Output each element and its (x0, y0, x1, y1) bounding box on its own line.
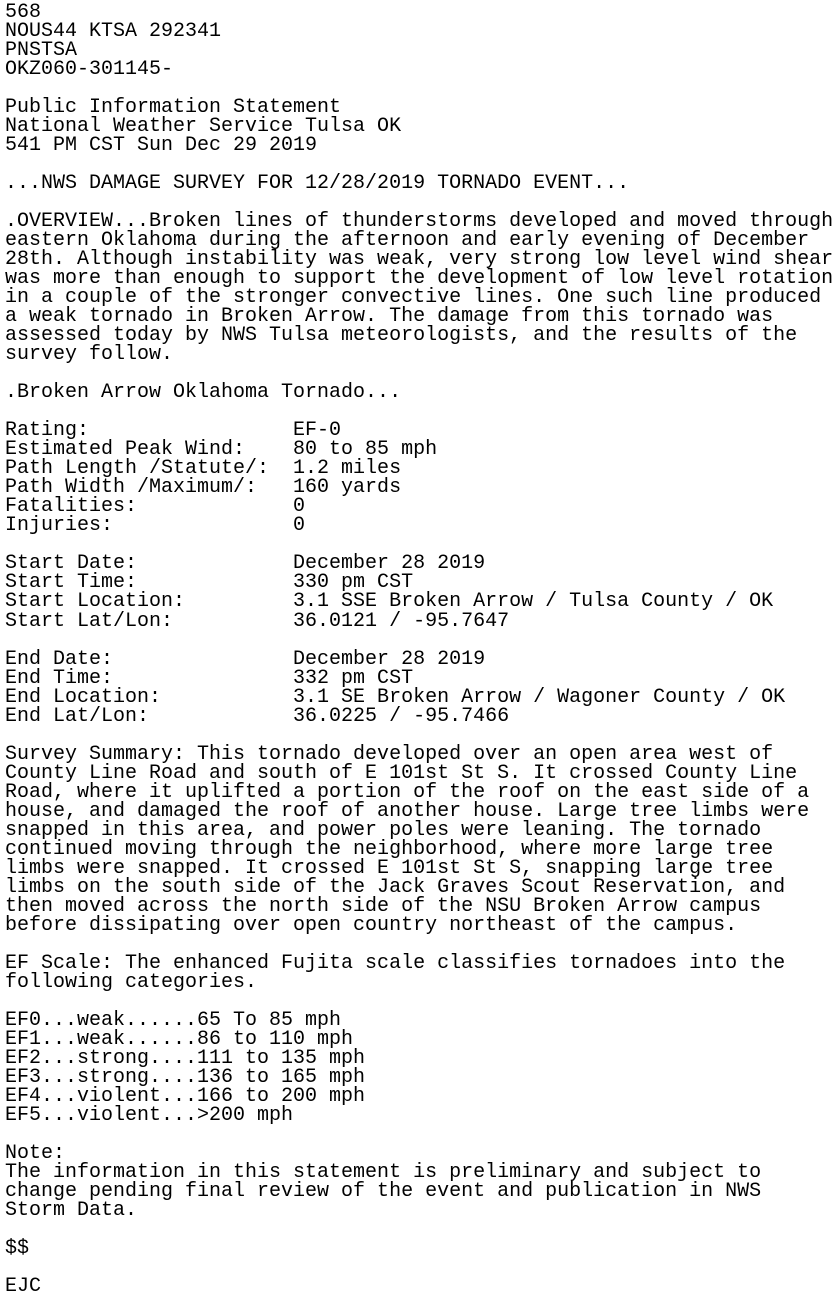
text-line: 568 (5, 1, 42, 24)
text-line: Path Width /Maximum/: 160 yards (5, 476, 402, 500)
blank-line (5, 726, 832, 745)
text-line: assessed today by NWS Tulsa meteorologists, and the results of the (5, 324, 798, 348)
text-line: County Line Road and south of E 101st St S. It crossed County Line (5, 761, 798, 785)
text-line: change pending final review of the event and publication in NWS (5, 1179, 762, 1203)
text-line: End Location: 3.1 SE Broken Arrow / Wagoner County / OK (5, 685, 786, 709)
text-line: was more than enough to support the development of low level rotation (5, 267, 834, 291)
blank-line (5, 631, 832, 650)
text-line: EF2...strong....111 to 135 mph (5, 1046, 366, 1070)
text-line: Path Length /Statute/: 1.2 miles (5, 457, 402, 481)
text-line: in a couple of the stronger convective lines. One such line produced (5, 286, 822, 310)
text-line: End Time: 332 pm CST (5, 666, 414, 690)
blank-line (5, 1125, 832, 1144)
text-line: Road, where it uplifted a portion of the roof on the east side of a (5, 780, 810, 804)
text-line: PNSTSA (5, 39, 78, 63)
text-line: house, and damaged the roof of another house. Large tree limbs were (5, 799, 810, 823)
text-line: 28th. Although instability was weak, very strong low level wind shear (5, 248, 834, 272)
text-line: before dissipating over open country northeast of the campus. (5, 913, 738, 937)
text-line: Injuries: 0 (5, 514, 306, 538)
text-line: National Weather Service Tulsa OK (5, 115, 402, 139)
text-line: Rating: EF-0 (5, 419, 342, 443)
blank-line (5, 1258, 832, 1277)
text-line: Storm Data. (5, 1198, 138, 1222)
text-line: EJC (5, 1275, 42, 1296)
text-line: EF Scale: The enhanced Fujita scale classifies tornadoes into the (5, 951, 786, 975)
blank-line (5, 1220, 832, 1239)
text-line: OKZ060-301145- (5, 58, 174, 82)
text-line: continued moving through the neighborhood, where more large tree (5, 837, 774, 861)
text-line: Note: (5, 1141, 66, 1165)
text-line: Start Lat/Lon: 36.0121 / -95.7647 (5, 609, 510, 633)
text-line: following categories. (5, 970, 258, 994)
text-line: .Broken Arrow Oklahoma Tornado... (5, 381, 402, 405)
text-line: Fatalities: 0 (5, 495, 306, 519)
text-line: snapped in this area, and power poles were leaning. The tornado (5, 818, 762, 842)
text-line: a weak tornado in Broken Arrow. The damage from this tornado was (5, 305, 774, 329)
text-line: Public Information Statement (5, 96, 342, 120)
text-line: EF5...violent...>200 mph (5, 1103, 294, 1127)
text-line: End Date: December 28 2019 (5, 647, 486, 671)
text-line: EF0...weak......65 To 85 mph (5, 1008, 342, 1032)
text-line: Estimated Peak Wind: 80 to 85 mph (5, 438, 438, 462)
blank-line (5, 935, 832, 954)
text-line: limbs on the south side of the Jack Graves Scout Reservation, and (5, 875, 786, 899)
text-line: EF4...violent...166 to 200 mph (5, 1084, 366, 1108)
text-line: Survey Summary: This tornado developed over an open area west of (5, 742, 774, 766)
text-line: Start Date: December 28 2019 (5, 552, 486, 576)
text-line: survey follow. (5, 343, 174, 367)
text-line: limbs were snapped. It crossed E 101st St S, snapping large tree (5, 856, 774, 880)
text-line: .OVERVIEW...Broken lines of thunderstorms developed and moved through (5, 210, 834, 234)
text-line: eastern Oklahoma during the afternoon and early evening of December (5, 229, 810, 253)
text-line: Start Location: 3.1 SSE Broken Arrow / Tulsa County / OK (5, 590, 774, 614)
text-line: The information in this statement is preliminary and subject to (5, 1160, 762, 1184)
text-line: $$ (5, 1237, 30, 1261)
text-line: EF3...strong....136 to 165 mph (5, 1065, 366, 1089)
text-line: ...NWS DAMAGE SURVEY FOR 12/28/2019 TORNADO EVENT... (5, 172, 630, 196)
text-line: EF1...weak......86 to 110 mph (5, 1027, 354, 1051)
text-line: 541 PM CST Sun Dec 29 2019 (5, 134, 318, 158)
text-line: End Lat/Lon: 36.0225 / -95.7466 (5, 704, 510, 728)
text-line: then moved across the north side of the NSU Broken Arrow campus (5, 894, 762, 918)
blank-line (5, 992, 832, 1011)
text-line: Start Time: 330 pm CST (5, 571, 414, 595)
text-line: NOUS44 KTSA 292341 (5, 20, 222, 44)
